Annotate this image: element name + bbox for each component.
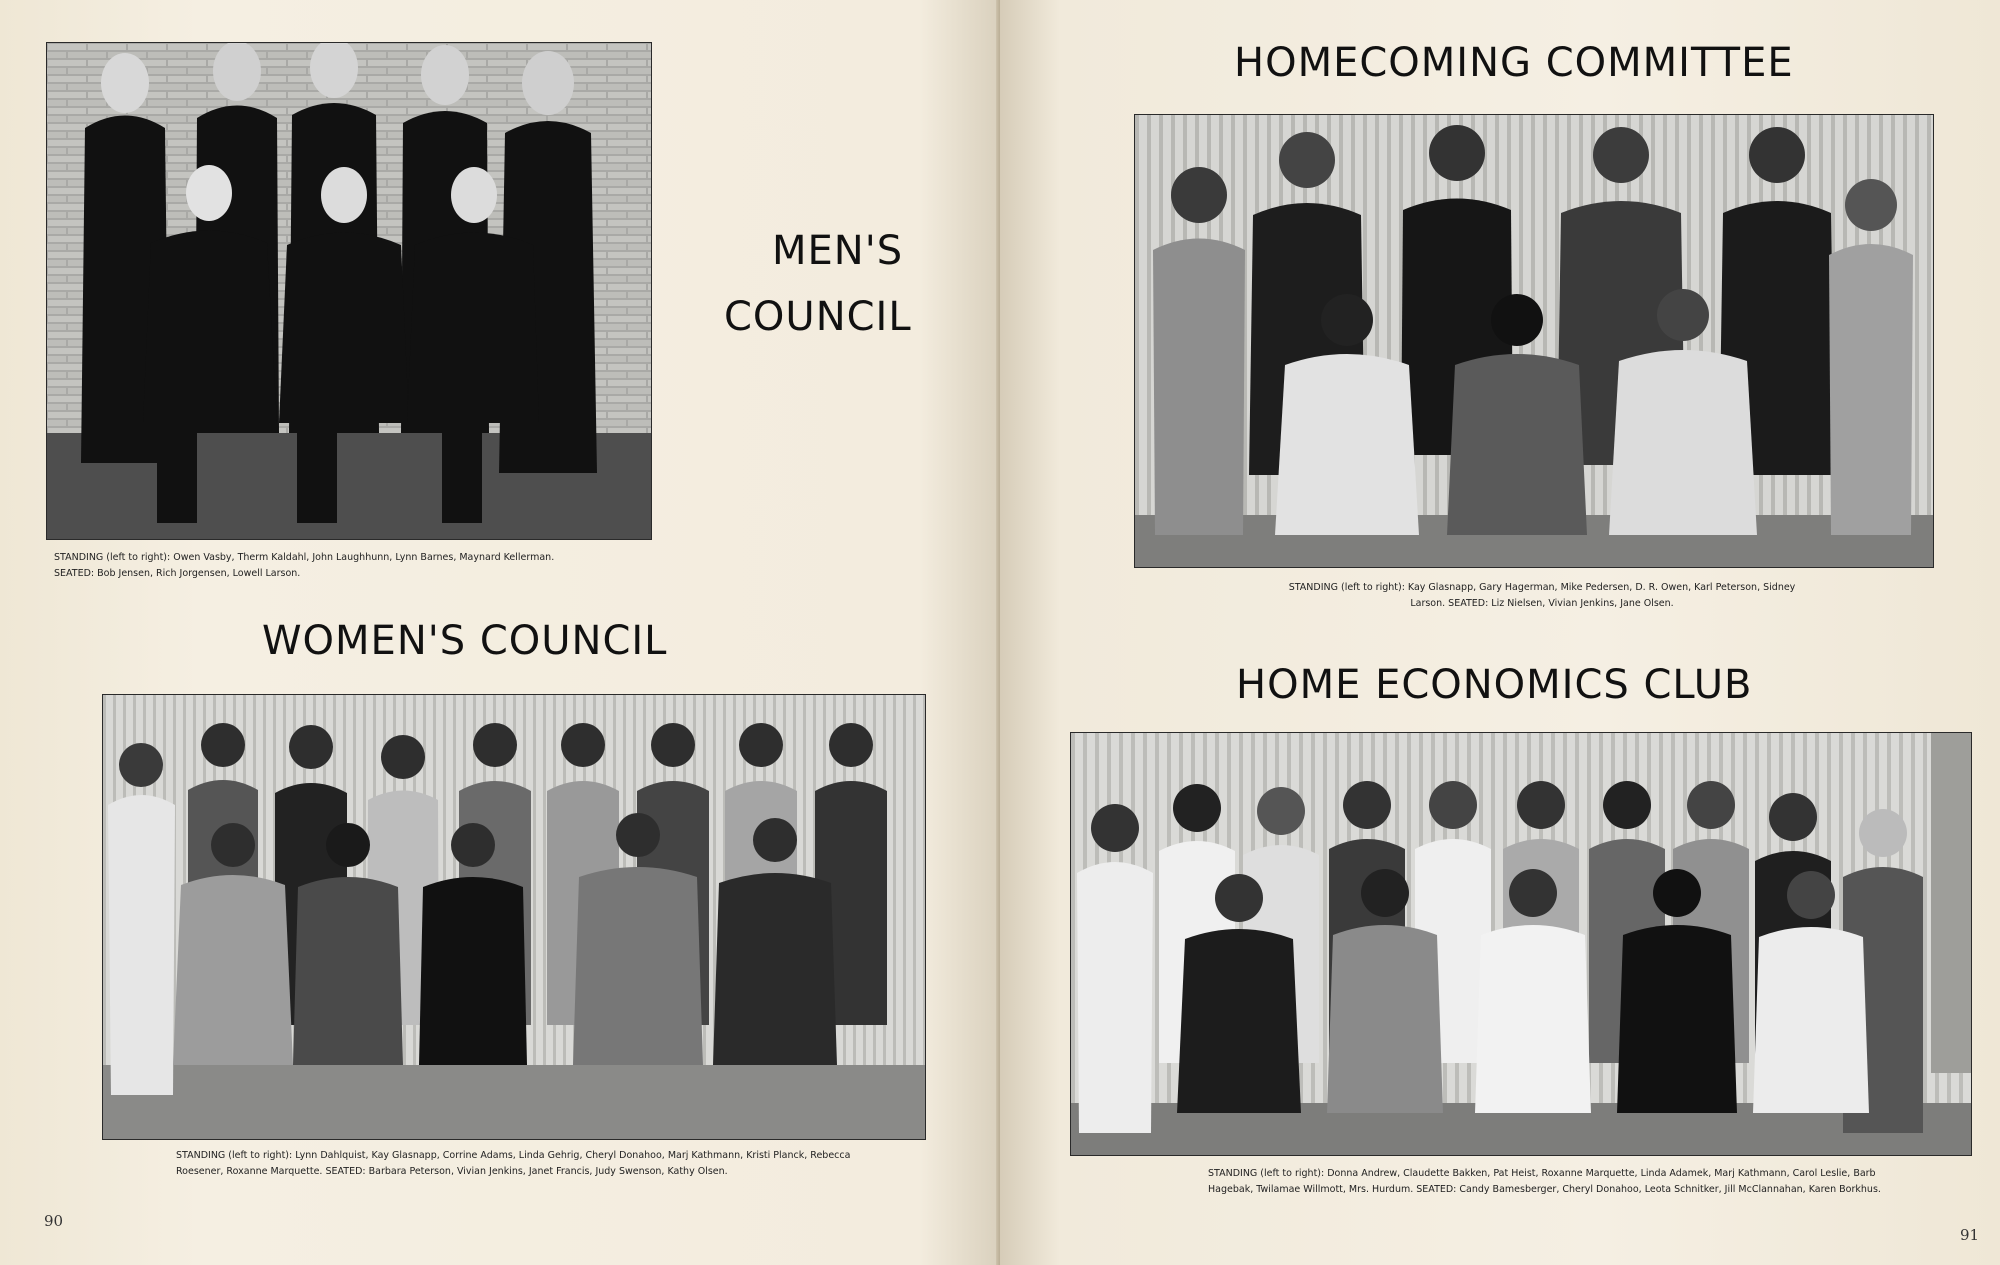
right-page <box>1000 0 2000 1265</box>
womens-council-title: WOMEN'S COUNCIL <box>262 618 668 664</box>
mens-council-title-line1: MEN'S <box>772 228 904 274</box>
mens-council-caption: STANDING (left to right): Owen Vasby, Therm Kaldahl, John Laughhunn, Lynn Barnes, Maynard Kellerman. SEATED: Bob Jensen, Rich Jorgensen, Lowell Larson. <box>54 552 555 579</box>
home-economics-club-caption: STANDING (left to right): Donna Andrew, Claudette Bakken, Pat Heist, Roxanne Marquette, Linda Adamek, Marj Kathmann, Carol Leslie, Barb Hagebak, Twilamae Willmott, Mrs. Hurdum. SEATED: Candy Bamesberger, Cheryl Donahoo, Leota Schnitker, Jill McClannahan, Karen Borkhus. <box>1208 1168 1881 1195</box>
homecoming-committee-photo <box>1134 114 1934 568</box>
page-number-left: 90 <box>44 1212 64 1230</box>
home-economics-club-title: HOME ECONOMICS CLUB <box>1236 662 1753 708</box>
home-economics-club-photo <box>1070 732 1972 1156</box>
page-number-right: 91 <box>1960 1226 1980 1244</box>
womens-council-caption: STANDING (left to right): Lynn Dahlquist, Kay Glasnapp, Corrine Adams, Linda Gehrig, Cheryl Donahoo, Marj Kathmann, Kristi Planck, Rebecca Roesener, Roxanne Marquette. SEATED: Barbara Peterson, Vivian Jenkins, Janet Francis, Judy Swenson, Kathy Olsen. <box>176 1150 851 1177</box>
homecoming-committee-title: HOMECOMING COMMITTEE <box>1234 40 1794 86</box>
mens-council-photo <box>46 42 652 540</box>
womens-council-photo <box>102 694 926 1140</box>
homecoming-committee-caption: STANDING (left to right): Kay Glasnapp, Gary Hagerman, Mike Pedersen, D. R. Owen, Karl Peterson, Sidney Larson. SEATED: Liz Nielsen, Vivian Jenkins, Jane Olsen. <box>1288 582 1796 609</box>
mens-council-title-line2: COUNCIL <box>724 294 912 340</box>
